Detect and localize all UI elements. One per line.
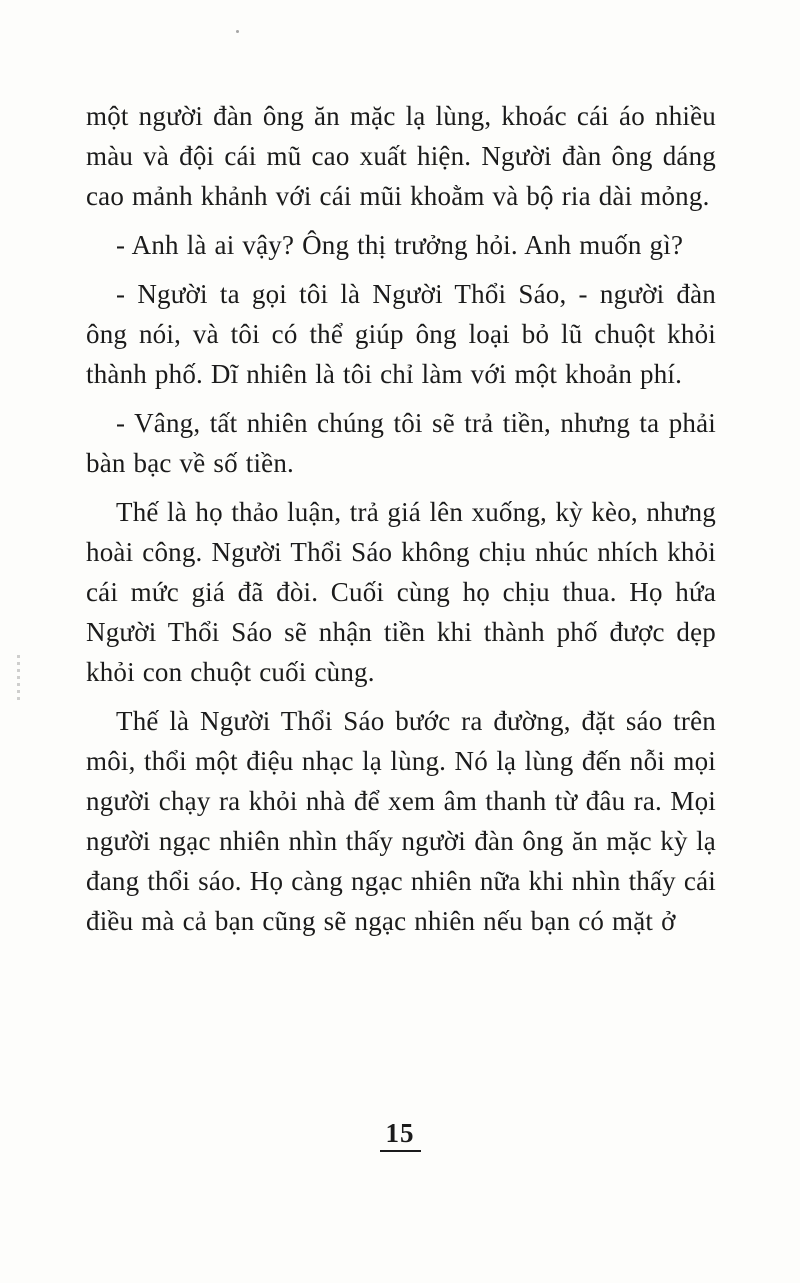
paragraph-negotiation: Thế là họ thảo luận, trả giá lên xuống, kỳ kèo, nhưng hoài công. Người Thổi Sáo không chịu nhúc nhích khỏi cái mức giá đã đòi. Cuối cùng họ chịu thua. Họ hứa Người Thổi Sáo sẽ nhận tiền khi thành phố được dẹp khỏi con chuột cuối cùng. (86, 497, 716, 687)
scan-artifact (17, 655, 20, 701)
page-footer (0, 1118, 800, 1152)
body-text (86, 96, 716, 941)
paragraph-dialogue-mayor: - Anh là ai vậy? Ông thị trưởng hỏi. Anh muốn gì? (116, 230, 684, 260)
paragraph-dialogue-piper: - Người ta gọi tôi là Người Thổi Sáo, - người đàn ông nói, và tôi có thể giúp ông loại bỏ lũ chuột khỏi thành phố. Dĩ nhiên là tôi chỉ làm với một khoản phí. (86, 279, 716, 389)
paragraph-continuation: một người đàn ông ăn mặc lạ lùng, khoác cái áo nhiều màu và đội cái mũ cao xuất hiện. Người đàn ông dáng cao mảnh khảnh với cái mũi khoằm và bộ ria dài mỏng. (86, 101, 716, 211)
page-number: 15 (380, 1118, 421, 1152)
scan-speck (236, 30, 239, 33)
paragraph-piper-plays: Thế là Người Thổi Sáo bước ra đường, đặt sáo trên môi, thổi một điệu nhạc lạ lùng. Nó lạ lùng đến nỗi mọi người chạy ra khỏi nhà để xem âm thanh từ đâu ra. Mọi người ngạc nhiên nhìn thấy người đàn ông ăn mặc kỳ lạ đang thổi sáo. Họ càng ngạc nhiên nữa khi nhìn thấy cái điều mà cả bạn cũng sẽ ngạc nhiên nếu bạn có mặt ở (86, 706, 716, 936)
paragraph-dialogue-reply: - Vâng, tất nhiên chúng tôi sẽ trả tiền, nhưng ta phải bàn bạc về số tiền. (86, 408, 716, 478)
